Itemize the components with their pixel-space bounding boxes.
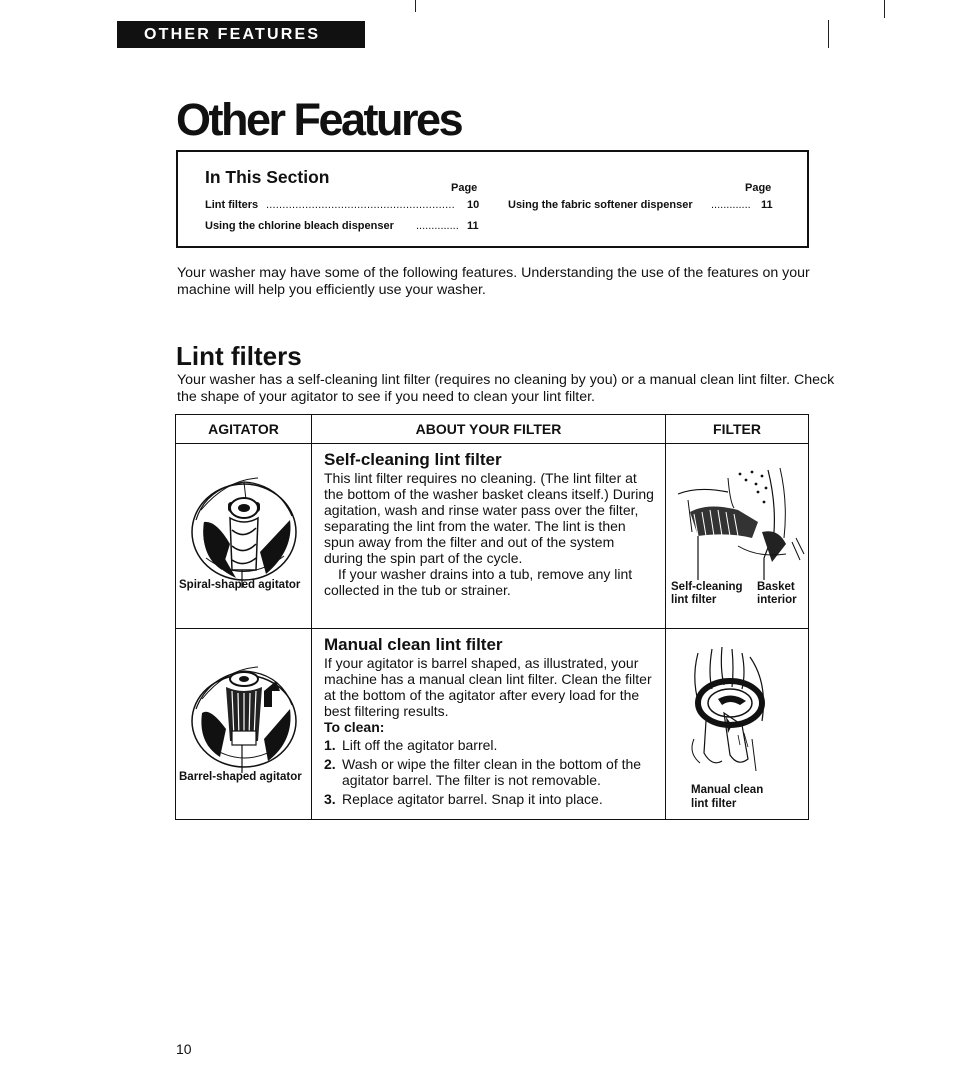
toc-entry-page: 11 bbox=[467, 220, 479, 232]
toc-entry-page: 10 bbox=[467, 199, 480, 211]
page-number: 10 bbox=[176, 1041, 192, 1057]
filter-description-cell bbox=[312, 444, 666, 629]
table-row bbox=[176, 629, 809, 820]
step-text: Wash or wipe the filter clean in the bottom of the agitator barrel. The filter is not removable. bbox=[342, 756, 642, 788]
toc-entry-page: 11 bbox=[761, 199, 773, 211]
toc-entry-dots: .......................................................... bbox=[266, 199, 455, 211]
column-header-agitator: AGITATOR bbox=[176, 415, 312, 444]
page-title: Other Features bbox=[176, 94, 462, 145]
list-item bbox=[324, 756, 657, 788]
in-this-section-box bbox=[176, 150, 809, 248]
lint-filters-heading: Lint filters bbox=[176, 341, 302, 371]
manual-clean-title: Manual clean lint filter bbox=[324, 635, 503, 654]
self-cleaning-filter-illustration bbox=[668, 462, 806, 582]
toc-page-label: Page bbox=[451, 182, 478, 194]
filter-cell bbox=[666, 629, 809, 820]
step-number: 2. bbox=[324, 756, 336, 772]
toc-entry-label: Lint filters bbox=[205, 199, 259, 211]
agitator-caption: Spiral-shaped agitator bbox=[179, 579, 301, 591]
spiral-agitator-illustration bbox=[186, 460, 304, 590]
toc-heading: In This Section bbox=[205, 167, 330, 187]
column-header-about-filter: ABOUT YOUR FILTER bbox=[312, 415, 666, 444]
agitator-cell bbox=[176, 444, 312, 629]
scan-mark bbox=[828, 20, 829, 48]
toc-page-label: Page bbox=[745, 182, 772, 194]
intro-paragraph: Your washer may have some of the following features. Understanding the use of the features on your machine will help you efficiently use your washer. bbox=[177, 265, 810, 298]
step-text: Replace agitator barrel. Snap it into place. bbox=[342, 791, 603, 807]
list-item bbox=[324, 737, 657, 753]
filter-caption-self-cleaning: Self-cleaning bbox=[671, 581, 743, 593]
section-banner: OTHER FEATURES bbox=[117, 21, 365, 48]
step-number: 1. bbox=[324, 737, 336, 753]
cleaning-steps bbox=[324, 737, 657, 807]
toc-entry-dots: ............. bbox=[711, 199, 751, 211]
manual-clean-paragraph: If your agitator is barrel shaped, as illustrated, your machine has a manual clean lint filter. Clean the filter at the bottom of the agitator after every load for the best filtering results. bbox=[324, 655, 652, 719]
step-text: Lift off the agitator barrel. bbox=[342, 737, 498, 753]
scan-mark bbox=[884, 0, 885, 18]
column-header-filter: FILTER bbox=[666, 415, 809, 444]
toc-entry-label: Using the chlorine bleach dispenser bbox=[205, 220, 394, 232]
manual-clean-filter-illustration bbox=[682, 643, 792, 783]
filter-caption-manual: Manual clean bbox=[691, 784, 764, 796]
filter-description-cell bbox=[312, 629, 666, 820]
step-number: 3. bbox=[324, 791, 336, 807]
agitator-caption: Barrel-shaped agitator bbox=[179, 771, 302, 783]
agitator-cell bbox=[176, 629, 312, 820]
filter-caption-basket: Basket bbox=[757, 581, 795, 593]
filter-caption-basket: interior bbox=[757, 594, 797, 606]
self-cleaning-title: Self-cleaning lint filter bbox=[324, 450, 502, 469]
toc-entry-dots: .............. bbox=[416, 220, 459, 232]
toc-entry-label: Using the fabric softener dispenser bbox=[508, 199, 693, 211]
filter-caption-manual: lint filter bbox=[691, 798, 737, 810]
scan-mark bbox=[415, 0, 416, 12]
lint-filters-intro: Your washer has a self-cleaning lint filter (requires no cleaning by you) or a manual clean lint filter. Check the shape of your agitator to see if you need to clean your lint filter. bbox=[177, 372, 835, 405]
to-clean-label: To clean: bbox=[324, 719, 385, 735]
filter-caption-self-cleaning: lint filter bbox=[671, 594, 717, 606]
filter-cell bbox=[666, 444, 809, 629]
list-item bbox=[324, 791, 657, 807]
self-cleaning-paragraph: This lint filter requires no cleaning. (The lint filter at the bottom of the washer basket cleans itself.) During agitation, wash and rinse water pass over the filter, separating the lint from the water. The lint is then spun away from the filter and out of the system during the spin part of the cycle. bbox=[324, 470, 654, 566]
barrel-agitator-illustration bbox=[186, 645, 304, 775]
self-cleaning-tub-note: If your washer drains into a tub, remove any lint collected in the tub or strainer. bbox=[324, 566, 633, 598]
lint-filter-table bbox=[175, 414, 809, 820]
table-row bbox=[176, 444, 809, 629]
